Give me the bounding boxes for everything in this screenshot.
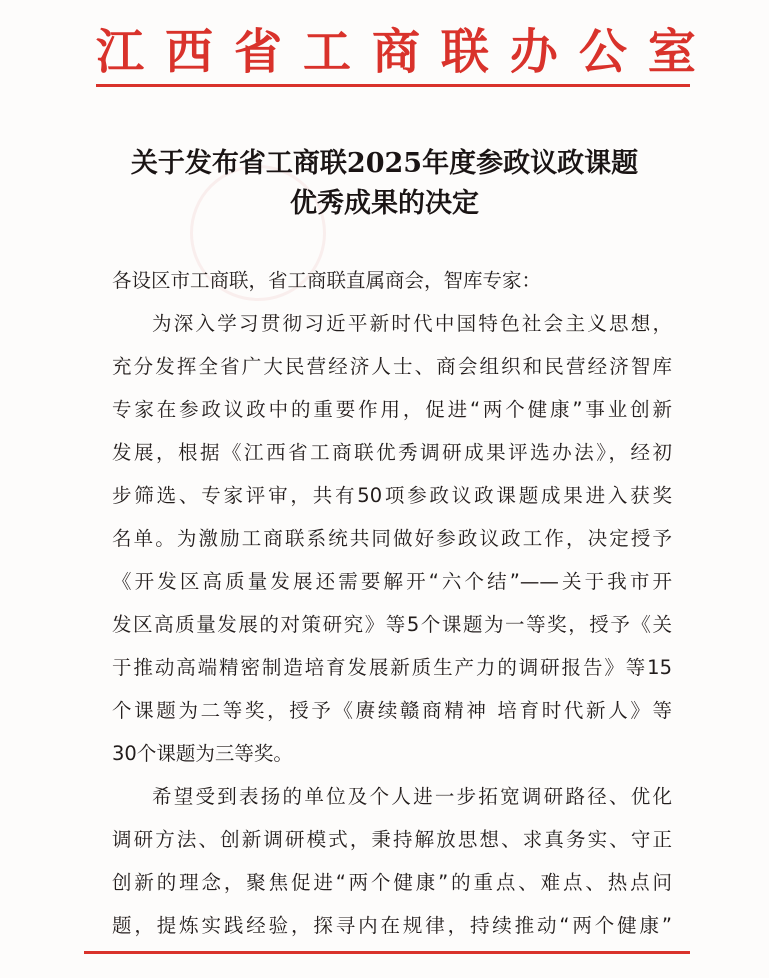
letterhead-char: 商 xyxy=(371,24,420,80)
letterhead-char: 江 xyxy=(96,24,145,80)
footer-rule xyxy=(84,951,690,954)
letterhead-char: 联 xyxy=(440,24,489,80)
paragraph-1-line: 名单。为激励工商联系统共同做好参政议政工作，决定授予 xyxy=(112,527,672,550)
letterhead-char: 西 xyxy=(164,24,213,80)
letterhead-title xyxy=(96,24,696,80)
paragraph-1-line: 30个课题为三等奖。 xyxy=(112,742,293,765)
document-title-line-1: 关于发布省工商联2025年度参政议政课题 xyxy=(130,148,639,179)
paragraph-1-line: 发展，根据《江西省工商联优秀调研成果评选办法》，经初 xyxy=(112,441,672,464)
paragraph-1-line: 为深入学习贯彻习近平新时代中国特色社会主义思想， xyxy=(152,312,672,335)
paragraph-2-line: 题，提炼实践经验，探寻内在规律，持续推动“两个健康” xyxy=(112,914,672,937)
salutation: 各设区市工商联，省工商联直属商会，智库专家： xyxy=(112,269,542,292)
paragraph-2-line: 调研方法、创新调研模式，秉持解放思想、求真务实、守正 xyxy=(112,828,672,851)
paragraph-1-line: 个课题为二等奖，授予《赓续赣商精神 培育时代新人》等 xyxy=(112,699,672,722)
letterhead-rule xyxy=(96,84,690,87)
letterhead-char: 省 xyxy=(233,24,282,80)
paragraph-1-line: 发区高质量发展的对策研究》等5个课题为一等奖，授予《关 xyxy=(112,613,672,636)
letterhead-char: 办 xyxy=(509,24,558,80)
letterhead-char: 工 xyxy=(302,24,351,80)
paragraph-1-line: 《开发区高质量发展还需要解开“六个结”——关于我市开 xyxy=(112,570,672,593)
letterhead-char: 公 xyxy=(578,24,627,80)
paragraph-1-line: 于推动高端精密制造培育发展新质生产力的调研报告》等15 xyxy=(112,656,672,679)
paragraph-2-line: 希望受到表扬的单位及个人进一步拓宽调研路径、优化 xyxy=(152,785,672,808)
paragraph-2-line: 创新的理念，聚焦促进“两个健康”的重点、难点、热点问 xyxy=(112,871,672,894)
letterhead-char: 室 xyxy=(647,24,696,80)
paragraph-1-line: 专家在参政议政中的重要作用，促进“两个健康”事业创新 xyxy=(112,398,672,421)
document-title-line-2: 优秀成果的决定 xyxy=(290,188,479,219)
paragraph-1-line: 步筛选、专家评审，共有50项参政议政课题成果进入获奖 xyxy=(112,484,672,507)
paragraph-1-line: 充分发挥全省广大民营经济人士、商会组织和民营经济智库 xyxy=(112,355,672,378)
